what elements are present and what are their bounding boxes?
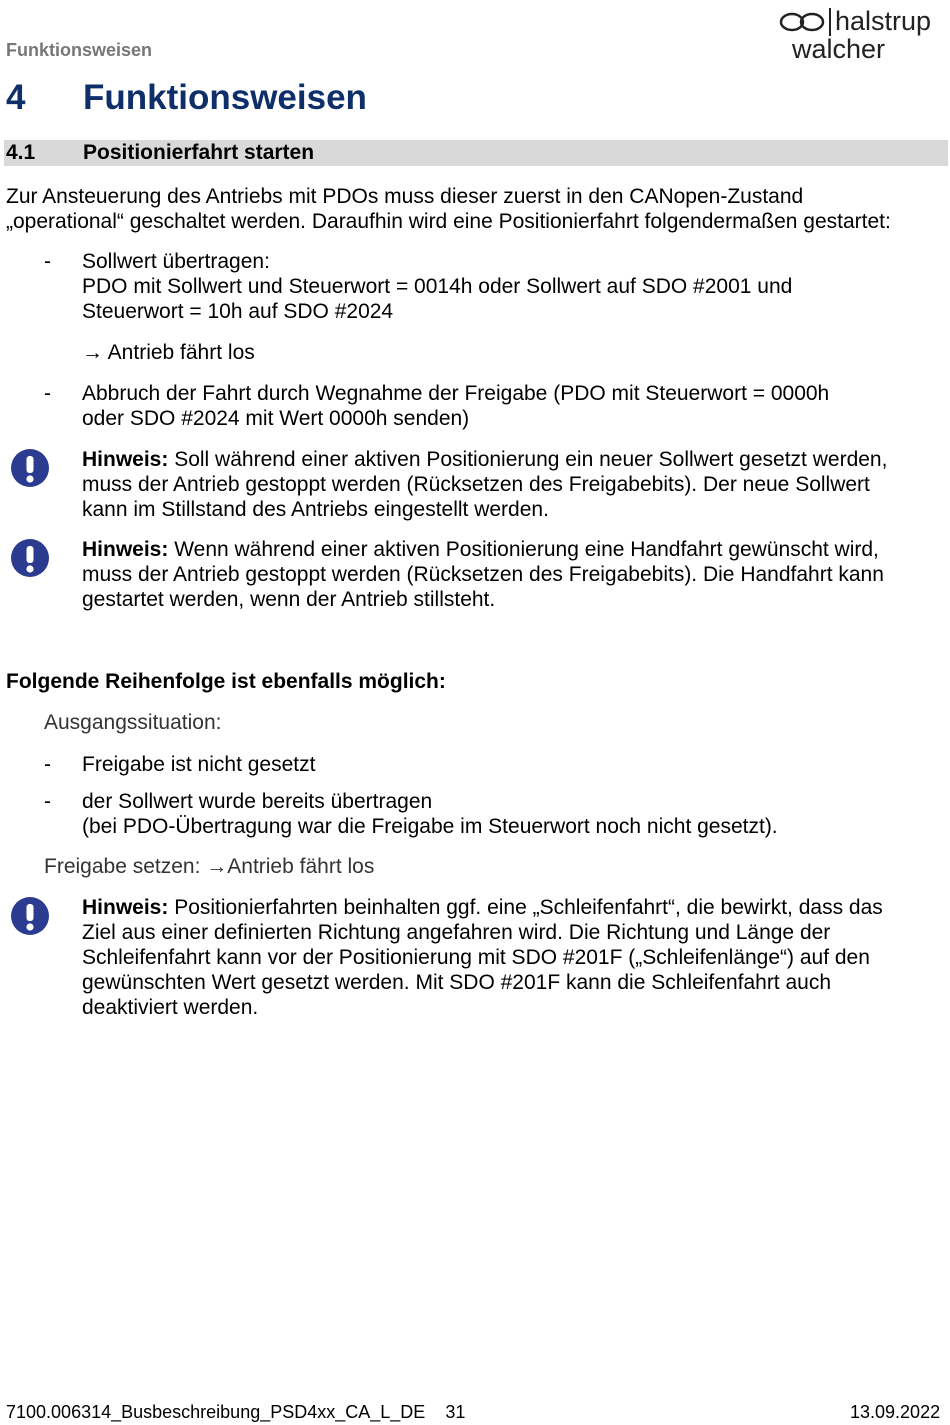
page-number: 31	[445, 1402, 466, 1422]
result-line: → Antrieb fährt los	[82, 341, 255, 364]
list-bullet: -	[44, 753, 51, 776]
list-item-line: PDO mit Sollwert und Steuerwort = 0014h oder Sollwert auf SDO #2001 und	[82, 275, 793, 298]
note-hinweis	[82, 447, 887, 522]
note-text: Wenn während einer aktiven Positionierung eine Handfahrt gewünscht wird,	[168, 538, 879, 561]
note-hinweis	[82, 895, 883, 1020]
list-bullet: -	[44, 382, 51, 405]
subsection-heading	[6, 141, 314, 165]
section-title: Funktionsweisen	[83, 78, 367, 117]
subsection-title: Positionierfahrt starten	[83, 141, 315, 164]
note-label: Hinweis:	[82, 448, 169, 471]
note-label: Hinweis:	[82, 538, 169, 561]
footer-date: 13.09.2022	[850, 1402, 941, 1422]
list-bullet: -	[44, 250, 51, 273]
subsection-number: 4.1	[6, 141, 36, 164]
footer-left	[6, 1402, 465, 1423]
list-item: Freigabe ist nicht gesetzt	[82, 753, 316, 776]
note-text: Schleifenfahrt kann vor der Positionierung mit SDO #201F („Schleifenlänge“) auf den	[82, 946, 870, 969]
list-item	[82, 249, 792, 324]
list-item-line: Sollwert übertragen:	[82, 250, 270, 273]
list-item-line: oder SDO #2024 mit Wert 0000h senden)	[82, 407, 470, 430]
note-text: muss der Antrieb gestoppt werden (Rücksetzen des Freigabebits). Der neue Sollwert	[82, 473, 870, 496]
logo-line2: walcher	[792, 34, 886, 64]
running-header: Funktionsweisen	[6, 40, 153, 60]
note-text: muss der Antrieb gestoppt werden (Rücksetzen des Freigabebits). Die Handfahrt kann	[82, 563, 884, 586]
note-text: gewünschten Wert gesetzt werden. Mit SDO #201F kann die Schleifenfahrt auch	[82, 971, 832, 994]
subheading: Folgende Reihenfolge ist ebenfalls möglich:	[6, 670, 446, 693]
footer-doc-id: 7100.006314_Busbeschreibung_PSD4xx_CA_L_DE	[6, 1402, 426, 1422]
note-label: Hinweis:	[82, 896, 169, 919]
list-item-line: Steuerwort = 10h auf SDO #2024	[82, 300, 394, 323]
freigabe-line: Freigabe setzen: →Antrieb fährt los	[44, 855, 375, 878]
company-logo	[778, 4, 948, 64]
section-heading	[6, 78, 367, 118]
list-item	[82, 381, 829, 431]
note-hinweis	[82, 537, 884, 612]
list-item-line: der Sollwert wurde bereits übertragen	[82, 790, 433, 813]
intro-line: Zur Ansteuerung des Antriebs mit PDOs muss dieser zuerst in den CANopen-Zustand	[6, 185, 804, 208]
list-item-line: (bei PDO-Übertragung war die Freigabe im Steuerwort noch nicht gesetzt).	[82, 815, 778, 838]
note-text: Ziel aus einer definierten Richtung angefahren wird. Die Richtung und Länge der	[82, 921, 831, 944]
exclamation-icon	[10, 448, 50, 488]
list-bullet: -	[44, 790, 51, 813]
list-item-line: Abbruch der Fahrt durch Wegnahme der Freigabe (PDO mit Steuerwort = 0000h	[82, 382, 830, 405]
list-item	[82, 789, 778, 839]
note-text: Soll während einer aktiven Positionierung ein neuer Sollwert gesetzt werden,	[168, 448, 888, 471]
note-text: gestartet werden, wenn der Antrieb stillsteht.	[82, 588, 496, 611]
exclamation-icon	[10, 896, 50, 936]
note-text: kann im Stillstand des Antriebs eingestellt werden.	[82, 498, 549, 521]
note-text: Positionierfahrten beinhalten ggf. eine „Schleifenfahrt“, die bewirkt, dass das	[168, 896, 883, 919]
logo-line1: halstrup	[835, 6, 932, 36]
logo-infinity-icon	[778, 8, 834, 36]
section-number: 4	[6, 78, 26, 117]
situation-label: Ausgangssituation:	[44, 711, 222, 734]
exclamation-icon	[10, 538, 50, 578]
intro-paragraph	[6, 184, 891, 234]
note-text: deaktiviert werden.	[82, 996, 259, 1019]
intro-line: „operational“ geschaltet werden. Daraufhin wird eine Positionierfahrt folgendermaßen gestartet:	[6, 210, 891, 233]
